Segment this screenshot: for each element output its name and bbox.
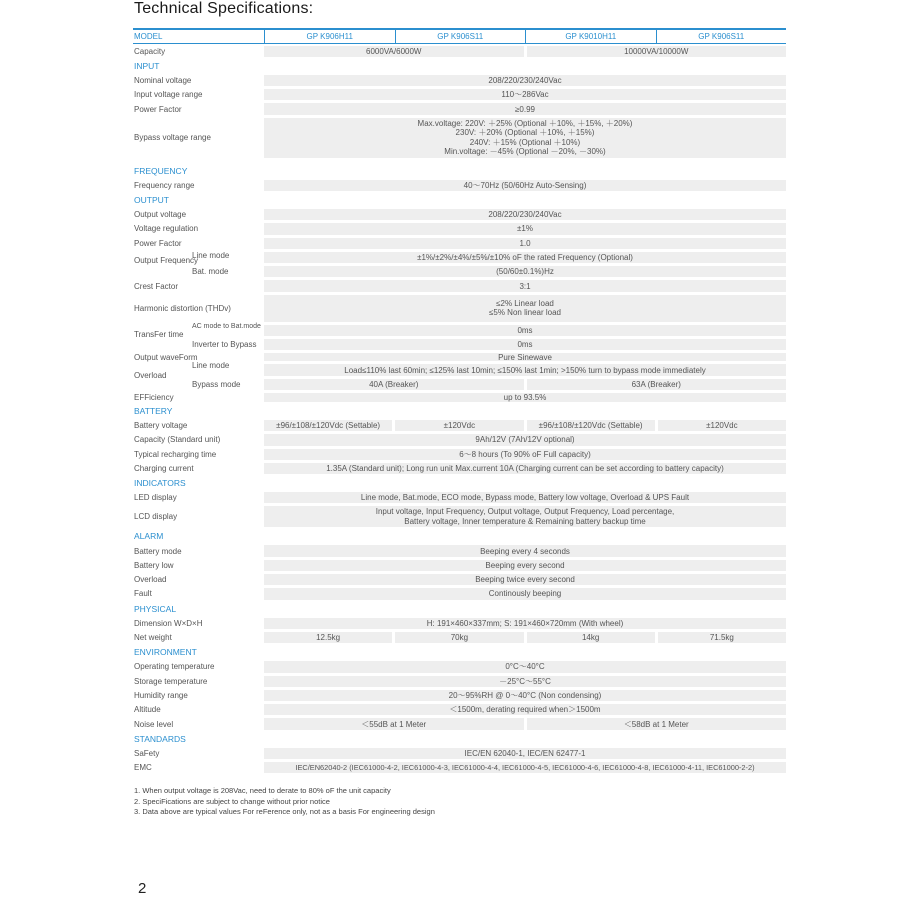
spec-value: Beeping every 4 seconds [264,545,786,556]
spec-row [133,88,786,102]
page-title: Technical Specifications: [134,0,314,17]
spec-row-capacity [133,44,786,58]
spec-value: Line mode, Bat.mode, ECO mode, Bypass mode, Battery low voltage, Overload & UPS Fault [264,492,786,503]
spec-row [133,558,786,572]
section-heading-environment: ENVIRONMENT [134,647,197,658]
spec-label: Typical recharging time [134,449,217,459]
spec-value: 10000VA/10000W [527,46,787,57]
spec-row [133,116,786,159]
page-number: 2 [138,880,147,897]
spec-row [133,587,786,601]
spec-value-line: ≤5% Non linear load [489,308,561,318]
spec-label: Humidity range [134,690,188,700]
spec-row [133,73,786,87]
spec-value: IEC/EN62040-2 (IEC61000-4-2, IEC61000-4-3, IEC61000-4-4, IEC61000-4-5, IEC61000-4-6, IEC61000-4-8, IEC61000-4-11, IEC61000-2-2) [264,762,786,773]
spec-value: H: 191×460×337mm; S: 191×460×720mm (With wheel) [264,618,786,629]
spec-group-label: Output Frequency [134,255,199,265]
spec-value: ±120Vdc [658,420,786,431]
section-heading-input: INPUT [134,60,160,71]
spec-value: 9Ah/12V (7Ah/12V optional) [264,434,786,445]
footnote: 2. SpeciFications are subject to change without prior notice [134,796,330,806]
spec-row [133,616,786,630]
model-name: GP K906S11 [656,30,787,43]
footnotes [134,786,435,818]
spec-label [133,251,264,265]
spec-row [133,178,786,192]
spec-row [133,660,786,674]
spec-row [133,250,786,264]
spec-value [264,506,786,527]
footnote: 1. When output voltage is 208Vac, need to derate to 80% oF the unit capacity [134,786,391,795]
spec-group-label: Overload [134,370,167,380]
spec-label: Harmonic distortion (THDv) [134,303,231,313]
spec-value: 63A (Breaker) [527,379,787,390]
spec-row [133,688,786,702]
spec-label [133,340,264,349]
spec-label: Noise level [134,719,174,729]
spec-row [133,391,786,403]
spec-label: Operating temperature [134,662,215,672]
model-name: GP K906S11 [395,30,526,43]
spec-row [133,338,786,352]
spec-sublabel: Bat. mode [192,267,229,277]
spec-row [133,236,786,250]
section-heading-standards: STANDARDS [134,733,186,744]
spec-row [133,703,786,717]
spec-value: 3:1 [264,280,786,291]
spec-value: 40～70Hz (50/60Hz Auto-Sensing) [264,180,786,191]
spec-value: －25°C～55°C [264,676,786,687]
spec-row [133,491,786,505]
spec-row [133,433,786,447]
spec-label: Crest Factor [134,281,179,291]
spec-value: Beeping twice every second [264,574,786,585]
spec-sublabel: Line mode [192,250,230,260]
spec-row [133,265,786,279]
spec-value: ±120Vdc [395,420,523,431]
spec-value-line: 230V: ＋20% (Optional ＋10%, ＋15%) [455,128,595,138]
spec-value: 71.5kg [658,632,786,643]
spec-value: ±1%/±2%/±4%/±5%/±10% oF the rated Frequency (Optional) [264,252,786,263]
spec-row [133,717,786,731]
spec-value-line: ≤2% Linear load [496,298,554,308]
spec-group-label: TransFer time [134,329,184,339]
spec-label: Output voltage [134,210,187,220]
spec-label: Battery mode [134,546,182,556]
section-heading-battery: BATTERY [134,405,173,416]
spec-sublabel: Line mode [192,360,230,370]
spec-label: Input voltage range [134,90,203,100]
spec-label: EMC [134,763,152,773]
spec-row [133,360,786,380]
spec-row [133,418,786,432]
section-heading-indicators: INDICATORS [134,478,186,489]
spec-value: ＜55dB at 1 Meter [264,718,524,729]
model-label: MODEL [134,32,163,41]
spec-value-line: Input voltage, Input Frequency, Output voltage, Output Frequency, Load percentage, [375,507,675,517]
section-heading-physical: PHYSICAL [134,603,177,614]
spec-value: 12.5kg [264,632,392,643]
spec-value: (50/60±0.1%)Hz [264,266,786,277]
spec-value [264,118,786,158]
spec-label [133,361,264,380]
spec-value: 0°C～40°C [264,661,786,672]
spec-label: Nominal voltage [134,75,192,85]
spec-label: EFFiciency [134,392,174,402]
spec-label: Output waveForm [134,352,198,362]
spec-value: 0ms [264,339,786,350]
spec-value: Load≤110% last 60min; ≤125% last 10min; ≤150% last 1min; >150% turn to bypass mode immediately [264,364,786,375]
spec-label: Bypass voltage range [134,133,211,143]
spec-value: ±96/±108/±120Vdc (Settable) [527,420,655,431]
spec-value: 70kg [395,632,523,643]
spec-label: Power Factor [134,238,182,248]
spec-value: 6～8 hours (To 90% oF Full capacity) [264,449,786,460]
spec-value: ±96/±108/±120Vdc (Settable) [264,420,392,431]
spec-label: Power Factor [134,104,182,114]
spec-label: Capacity (Standard unit) [134,435,221,445]
spec-label [133,322,264,339]
spec-row [133,323,786,337]
spec-row [133,544,786,558]
spec-value: 110～286Vac [264,89,786,100]
spec-value: ≥0.99 [264,103,786,114]
spec-sublabel: AC mode to Bat.mode [192,322,261,330]
spec-value-line: Battery voltage, Inner temperature & Remaining battery backup time [404,516,646,526]
spec-label: LCD display [134,512,178,522]
spec-value [264,295,786,322]
spec-row [133,293,786,323]
spec-row [133,447,786,461]
spec-value: ＜58dB at 1 Meter [527,718,787,729]
spec-row [133,761,786,775]
spec-row [133,746,786,760]
spec-label: Voltage regulation [134,224,199,234]
spec-value: Continously beeping [264,588,786,599]
spec-value: Beeping every second [264,560,786,571]
spec-table [133,28,786,775]
model-name: GP K9010H11 [525,30,656,43]
spec-label: Frequency range [134,180,195,190]
spec-value: 20～95%RH @ 0～40°C (Non condensing) [264,690,786,701]
spec-row [133,630,786,644]
spec-value-line: 240V: ＋15% (Optional ＋10%) [469,137,581,147]
section-heading-alarm: ALARM [134,531,164,542]
spec-row [133,573,786,587]
spec-sublabel: Inverter to Bypass [192,340,257,350]
section-heading-frequency: FREQUENCY [134,165,188,176]
spec-value: IEC/EN 62040-1, IEC/EN 62477-1 [264,748,786,759]
spec-value: 1.35A (Standard unit); Long run unit Max.current 10A (Charging current can be set according to battery capacity) [264,463,786,474]
spec-value: Pure Sinewave [264,353,786,361]
spec-label: Fault [134,589,152,599]
spec-label: LED display [134,493,177,503]
spec-label: Charging current [134,463,194,473]
footnote: 3. Data above are typical values For reFerence only, not as a basis For engineering design [134,807,435,816]
spec-label: SaFety [134,748,160,758]
spec-row [133,222,786,236]
spec-row [133,461,786,475]
spec-label: Net weight [134,633,172,643]
spec-value: 208/220/230/240Vac [264,209,786,220]
spec-value: ±1% [264,223,786,234]
spec-value: 40A (Breaker) [264,379,524,390]
spec-value: 208/220/230/240Vac [264,75,786,86]
spec-value: up to 93.5% [264,393,786,402]
spec-row [133,377,786,391]
spec-label: Altitude [134,705,161,715]
spec-sublabel: Bypass mode [192,379,241,389]
spec-value: 0ms [264,325,786,336]
spec-value-line: Max.voltage: 220V: ＋25% (Optional ＋10%, ＋15%, ＋20%) [417,118,633,128]
model-header-row [133,30,786,44]
spec-row [133,207,786,221]
spec-row [133,102,786,116]
spec-row [133,674,786,688]
spec-label: Overload [134,575,167,585]
spec-row [133,279,786,293]
spec-row [133,505,786,529]
spec-value-line: Min.voltage: －45% (Optional －20%, －30%) [444,147,606,157]
spec-label: Battery voltage [134,421,188,431]
spec-label: Battery low [134,560,174,570]
spec-value: 14kg [527,632,655,643]
spec-label: Capacity [134,46,166,56]
spec-value: 1.0 [264,238,786,249]
model-name: GP K906H11 [264,30,395,43]
spec-label [133,267,264,276]
section-heading-output: OUTPUT [134,194,169,205]
spec-label: Storage temperature [134,676,208,686]
spec-label [133,380,264,389]
spec-value: ＜1500m, derating required when＞1500m [264,704,786,715]
spec-value: 6000VA/6000W [264,46,524,57]
spec-label: Dimension W×D×H [134,618,203,628]
